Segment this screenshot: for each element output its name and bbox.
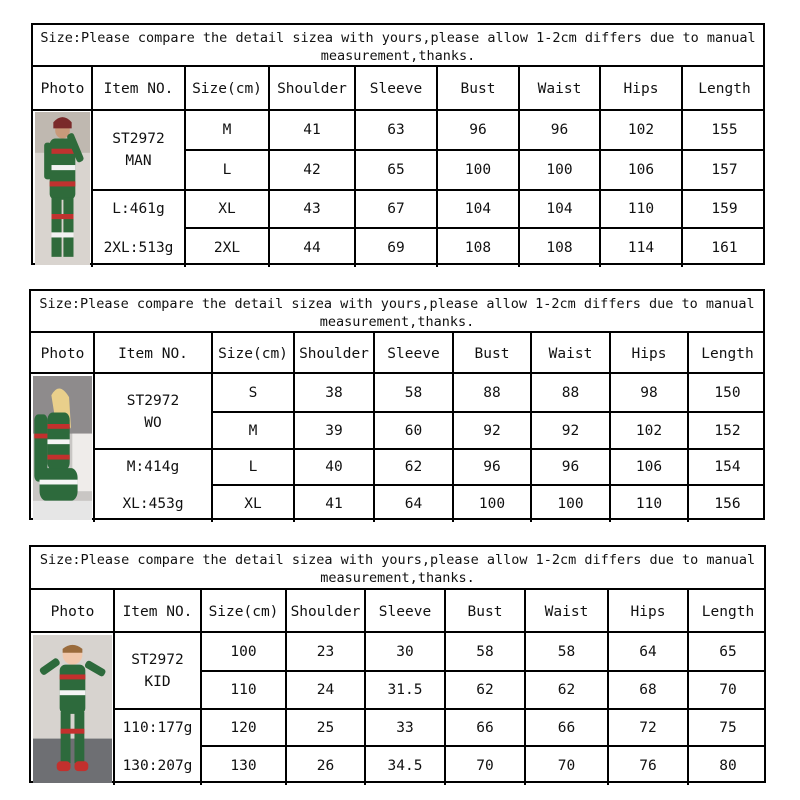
column-header-shoulder: Shoulder — [277, 81, 347, 97]
shoulder-value: 40 — [325, 459, 343, 475]
column-header-size-cm: Size(cm) — [218, 345, 288, 362]
column-header-photo: Photo — [40, 345, 85, 362]
size-value: XL — [244, 495, 262, 512]
man-pajama-photo — [35, 112, 90, 265]
length-value: 152 — [714, 422, 741, 439]
shoulder-value: 42 — [303, 162, 321, 178]
column-header-item-no: Item NO. — [103, 81, 174, 97]
item-code: ST2972 — [131, 652, 184, 668]
size-note: Size:Please compare the detail sizea with yours,please allow 1-2cm differs due to manual measurement,thanks. — [33, 25, 763, 67]
waist-value: 70 — [557, 757, 576, 774]
hips-value: 110 — [635, 495, 663, 512]
waist-value: 62 — [557, 682, 576, 698]
column-header-bust: Bust — [467, 603, 503, 620]
size-value: 2XL — [213, 239, 241, 256]
bust-value: 104 — [464, 201, 492, 217]
size-value: S — [248, 385, 258, 401]
woman-pajama-photo — [33, 376, 92, 520]
bust-value: 70 — [476, 757, 494, 774]
column-header-size-cm: Size(cm) — [208, 603, 279, 620]
waist-value: 100 — [557, 495, 584, 512]
sleeve-value: 58 — [404, 385, 423, 401]
column-header-photo: Photo — [50, 603, 95, 620]
item-code: ST2972 — [112, 131, 165, 147]
column-header-sleeve: Sleeve — [369, 81, 423, 97]
shoulder-value: 26 — [316, 757, 335, 774]
sleeve-value: 31.5 — [387, 682, 423, 698]
column-header-bust: Bust — [460, 81, 496, 97]
hips-value: 64 — [639, 644, 657, 660]
length-value: 80 — [719, 757, 737, 774]
column-header-length: Length — [701, 603, 755, 620]
length-value: 161 — [711, 239, 738, 256]
waist-value: 88 — [561, 385, 580, 401]
column-header-size-cm: Size(cm) — [192, 81, 262, 97]
bust-value: 88 — [483, 385, 501, 401]
bust-value: 62 — [476, 682, 494, 698]
waist-value: 104 — [546, 201, 573, 217]
column-header-length: Length — [698, 81, 751, 97]
shoulder-value: 25 — [316, 719, 335, 736]
size-value: XL — [218, 201, 236, 217]
weight-label: M:414g — [126, 459, 180, 475]
column-header-sleeve: Sleeve — [387, 345, 440, 362]
column-header-item-no: Item NO. — [118, 345, 188, 362]
item-code: ST2972 — [126, 392, 180, 409]
bust-value: 100 — [464, 162, 492, 178]
size-note: Size:Please compare the detail sizea with yours,please allow 1-2cm differs due to manual measurement,thanks. — [31, 291, 763, 333]
size-value: 110 — [230, 682, 257, 698]
bust-value: 92 — [483, 422, 501, 439]
column-header-waist: Waist — [537, 81, 582, 97]
item-group: KID — [144, 674, 171, 690]
item-group: WO — [144, 414, 162, 431]
length-value: 70 — [719, 682, 737, 698]
size-table — [29, 545, 766, 783]
column-header-waist: Waist — [548, 345, 593, 362]
size-value: M — [222, 122, 232, 138]
size-value: 130 — [230, 757, 257, 774]
length-value: 157 — [711, 162, 738, 178]
kid-pajama-photo — [33, 635, 112, 783]
size-value: M — [248, 422, 258, 439]
waist-value: 66 — [557, 719, 576, 736]
shoulder-value: 38 — [325, 385, 343, 401]
size-value: L — [222, 162, 232, 178]
hips-value: 72 — [639, 719, 657, 736]
waist-value: 58 — [557, 644, 576, 660]
hips-value: 114 — [627, 239, 655, 256]
length-value: 155 — [711, 122, 738, 138]
sleeve-value: 62 — [404, 459, 423, 475]
column-header-hips: Hips — [630, 603, 666, 620]
column-header-photo: Photo — [40, 81, 85, 97]
length-value: 75 — [719, 719, 737, 736]
sleeve-value: 65 — [387, 162, 405, 178]
hips-value: 102 — [627, 122, 655, 138]
shoulder-value: 24 — [316, 682, 335, 698]
hips-value: 106 — [635, 459, 663, 475]
bust-value: 108 — [464, 239, 492, 256]
column-header-bust: Bust — [474, 345, 510, 362]
column-header-waist: Waist — [544, 603, 589, 620]
weight-label: 110:177g — [122, 719, 193, 736]
bust-value: 58 — [476, 644, 494, 660]
bust-value: 96 — [483, 459, 501, 475]
shoulder-value: 39 — [325, 422, 343, 439]
item-number — [114, 633, 201, 709]
column-header-item-no: Item NO. — [122, 603, 193, 620]
shoulder-value: 23 — [316, 644, 335, 660]
size-value: L — [248, 459, 258, 475]
hips-value: 106 — [627, 162, 655, 178]
item-number — [92, 110, 185, 190]
shoulder-value: 44 — [303, 239, 321, 256]
waist-value: 108 — [546, 239, 573, 256]
hips-value: 110 — [627, 201, 655, 217]
sleeve-value: 69 — [387, 239, 405, 256]
length-value: 150 — [714, 385, 741, 401]
size-value: 120 — [230, 719, 257, 736]
hips-value: 102 — [635, 422, 663, 439]
item-group: MAN — [125, 153, 152, 169]
weight-label: 130:207g — [122, 757, 193, 774]
shoulder-value: 41 — [325, 495, 343, 512]
weight-label: L:461g — [112, 201, 165, 217]
column-header-hips: Hips — [623, 81, 659, 97]
waist-value: 96 — [561, 459, 580, 475]
column-header-sleeve: Sleeve — [378, 603, 432, 620]
column-header-length: Length — [701, 345, 754, 362]
shoulder-value: 43 — [303, 201, 321, 217]
sleeve-value: 30 — [396, 644, 414, 660]
length-value: 159 — [711, 201, 738, 217]
column-header-shoulder: Shoulder — [290, 603, 361, 620]
sleeve-value: 64 — [404, 495, 423, 512]
bust-value: 100 — [478, 495, 506, 512]
hips-value: 68 — [639, 682, 657, 698]
waist-value: 100 — [546, 162, 573, 178]
weight-label: 2XL:513g — [103, 239, 174, 256]
length-value: 156 — [714, 495, 741, 512]
sleeve-value: 67 — [387, 201, 405, 217]
hips-value: 98 — [640, 385, 658, 401]
waist-value: 92 — [561, 422, 580, 439]
size-note: Size:Please compare the detail sizea with yours,please allow 1-2cm differs due to manual measurement,thanks. — [31, 547, 764, 590]
column-header-hips: Hips — [631, 345, 667, 362]
sleeve-value: 34.5 — [387, 757, 423, 774]
size-table — [29, 289, 765, 520]
length-value: 154 — [714, 459, 741, 475]
sleeve-value: 63 — [387, 122, 405, 138]
sleeve-value: 33 — [396, 719, 414, 736]
size-table — [31, 23, 765, 265]
size-value: 100 — [230, 644, 257, 660]
weight-label: XL:453g — [122, 495, 184, 512]
column-header-shoulder: Shoulder — [299, 345, 369, 362]
item-number — [94, 374, 212, 449]
length-value: 65 — [719, 644, 737, 660]
waist-value: 96 — [550, 122, 569, 138]
shoulder-value: 41 — [303, 122, 321, 138]
bust-value: 66 — [476, 719, 494, 736]
sleeve-value: 60 — [404, 422, 423, 439]
bust-value: 96 — [469, 122, 487, 138]
hips-value: 76 — [639, 757, 657, 774]
